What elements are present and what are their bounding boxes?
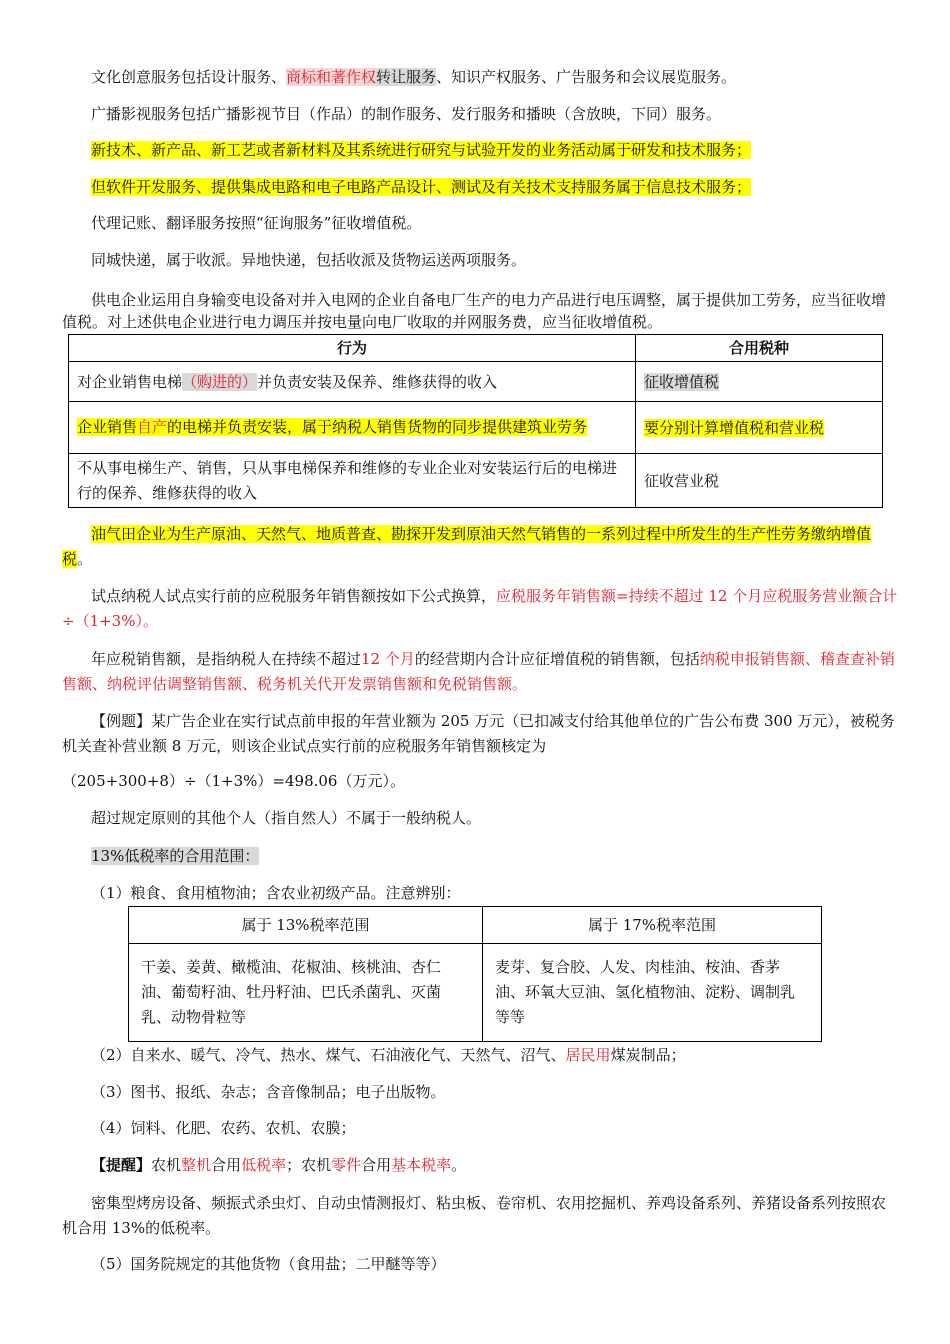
para-example: 【例题】某广告企业在实行试点前申报的年营业额为 205 万元（已扣减支付给其他单位的广告公布费 300 万元），被税务机关查补营业额 8 万元，则该企业试点实行前的应税服务年销售额核定为 [62, 712, 895, 755]
tax-rate-comparison-table [128, 906, 822, 1042]
item-other-goods: （5）国务院规定的其他货物（食用盐；二甲醚等等） [91, 1255, 446, 1273]
para-farm-equipment: 密集型烤房设备、频振式杀虫灯、自动虫情测报灯、粘虫板、卷帘机、农用挖掘机、养鸡设备系列、养猪设备系列按照农机合用 13%的低税率。 [62, 1194, 887, 1237]
item-utilities: （2）自来水、暖气、冷气、热水、煤气、石油液化气、天然气、沼气、居民用煤炭制品； [91, 1046, 686, 1064]
table-row [69, 454, 883, 508]
table-row [69, 402, 883, 454]
cell-13-items: 干姜、姜黄、橄榄油、花椒油、核桃油、杏仁油、葡萄籽油、牡丹籽油、巴氏杀菌乳、灭菌乳、动物骨粒等 [129, 944, 483, 1042]
row3-behavior: 不从事电梯生产、销售，只从事电梯保养和维修的专业企业对安装运行后的电梯进行的保养、维修获得的收入 [69, 454, 636, 508]
para-express: 同城快递，属于收派。异地快递，包括收派及货物运送两项服务。 [91, 251, 527, 269]
para-power-supply: 供电企业运用自身输变电设备对并入电网的企业自备电厂生产的电力产品进行电压调整，属于提供加工劳务，应当征收增值税。对上述供电企业进行电力调压并按电量向电厂收取的并网服务费，应当征收增值税。 [62, 291, 887, 331]
row2-behavior: 企业销售自产的电梯并负责安装，属于纳税人销售货物的同步提供建筑业劳务 [69, 402, 636, 454]
para-it-services: 但软件开发服务、提供集成电路和电子电路产品设计、测试及有关技术支持服务属于信息技术服务； [91, 178, 752, 196]
tip-farm-machinery: 【提醒】农机整机合用低税率；农机零件合用基本税率。 [91, 1156, 467, 1174]
row3-tax: 征收营业税 [636, 454, 883, 508]
table-header-row [129, 907, 822, 944]
header-tax-type: 合用税种 [636, 335, 883, 362]
para-low-rate-scope: 13%低税率的合用范围： [91, 847, 260, 865]
para-sales-conversion: 试点纳税人试点实行前的应税服务年销售额按如下公式换算，应税服务年销售额=持续不超过 12 个月应税服务营业额合计÷（1+3%）。 [62, 587, 898, 630]
item-agriculture: （4）饲料、化肥、农药、农机、农膜； [91, 1119, 356, 1137]
item-publications: （3）图书、报纸、杂志；含音像制品；电子出版物。 [91, 1083, 446, 1101]
para-oilfield: 油气田企业为生产原油、天然气、地质普查、勘探开发到原油天然气销售的一系列过程中所发生的生产性劳务缴纳增值税。 [62, 525, 872, 568]
header-behavior: 行为 [69, 335, 636, 362]
para-consulting: 代理记账、翻译服务按照“征询服务”征收增值税。 [91, 214, 422, 232]
table-header-row [69, 335, 883, 362]
item-grain: （1）粮食、食用植物油；含农业初级产品。注意辨别： [91, 884, 461, 902]
para-broadcast-services: 广播影视服务包括广播影视节目（作品）的制作服务、发行服务和播映（含放映，下同）服务。 [91, 105, 722, 123]
table-row [129, 944, 822, 1042]
elevator-tax-table [68, 334, 883, 508]
table-row [69, 362, 883, 402]
row1-tax: 征收增值税 [636, 362, 883, 402]
header-17-rate: 属于 17%税率范围 [483, 907, 822, 944]
para-annual-sales: 年应税销售额，是指纳税人在持续不超过12 个月的经营期内合计应征增值税的销售额，包括纳税申报销售额、稽查查补销售额、纳税评估调整销售额、税务机关代开发票销售额和免税销售额。 [62, 650, 895, 693]
para-rd-services: 新技术、新产品、新工艺或者新材料及其系统进行研究与试验开发的业务活动属于研发和技术服务； [91, 141, 752, 159]
header-13-rate: 属于 13%税率范围 [129, 907, 483, 944]
para-natural-person: 超过规定原则的其他个人（指自然人）不属于一般纳税人。 [91, 809, 482, 827]
row2-tax: 要分别计算增值税和营业税 [636, 402, 883, 454]
para-cultural-services: 文化创意服务包括设计服务、商标和著作权转让服务、知识产权服务、广告服务和会议展览服务。 [91, 68, 737, 86]
cell-17-items: 麦芽、复合胶、人发、肉桂油、桉油、香茅油、环氧大豆油、氢化植物油、淀粉、调制乳等等 [483, 944, 822, 1042]
row1-behavior: 对企业销售电梯（购进的）并负责安装及保养、维修获得的收入 [69, 362, 636, 402]
para-example-formula: （205+300+8）÷（1+3%）=498.06（万元）。 [62, 772, 405, 790]
